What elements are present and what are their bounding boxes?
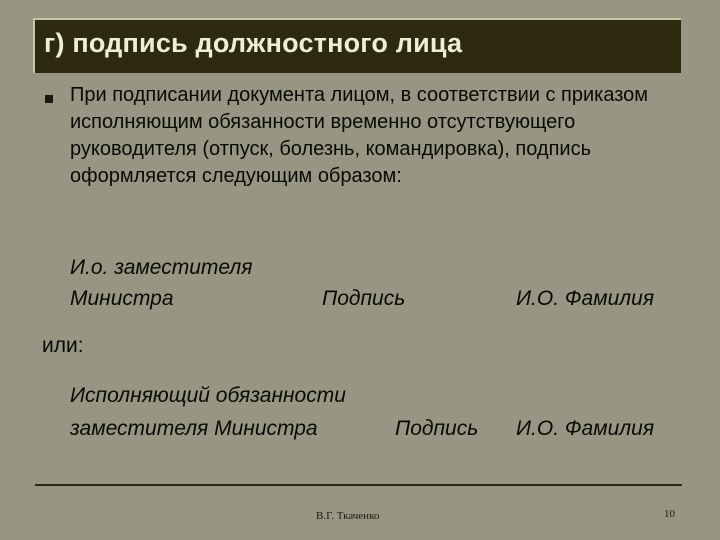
example1-signature: Подпись (322, 287, 406, 310)
example2-signature: Подпись (395, 417, 479, 440)
slide-title: г) подпись должностного лица (44, 28, 463, 58)
example2-name: И.О. Фамилия (516, 417, 655, 440)
example1-name: И.О. Фамилия (516, 287, 655, 310)
example2-position-line2: заместителя Министра (70, 417, 318, 440)
title-top-border (33, 18, 681, 20)
title-left-border (33, 18, 35, 73)
or-text: или: (42, 334, 84, 357)
example2-position-line1: Исполняющий обязанности (70, 384, 346, 407)
example1-position-line1: И.о. заместителя (70, 256, 253, 279)
footer-divider (35, 484, 682, 486)
square-bullet-icon (45, 95, 53, 103)
example1-position-line2: Министра (70, 287, 174, 310)
bullet-paragraph: При подписании документа лицом, в соответствии с приказом исполняющим обязанности временно отсутствующего руководителя (отпуск, болезнь, командировка), подпись оформляется следующим образом: (70, 84, 649, 187)
page-number: 10 (664, 508, 675, 520)
footer-author: В.Г. Ткаченко (316, 510, 380, 522)
